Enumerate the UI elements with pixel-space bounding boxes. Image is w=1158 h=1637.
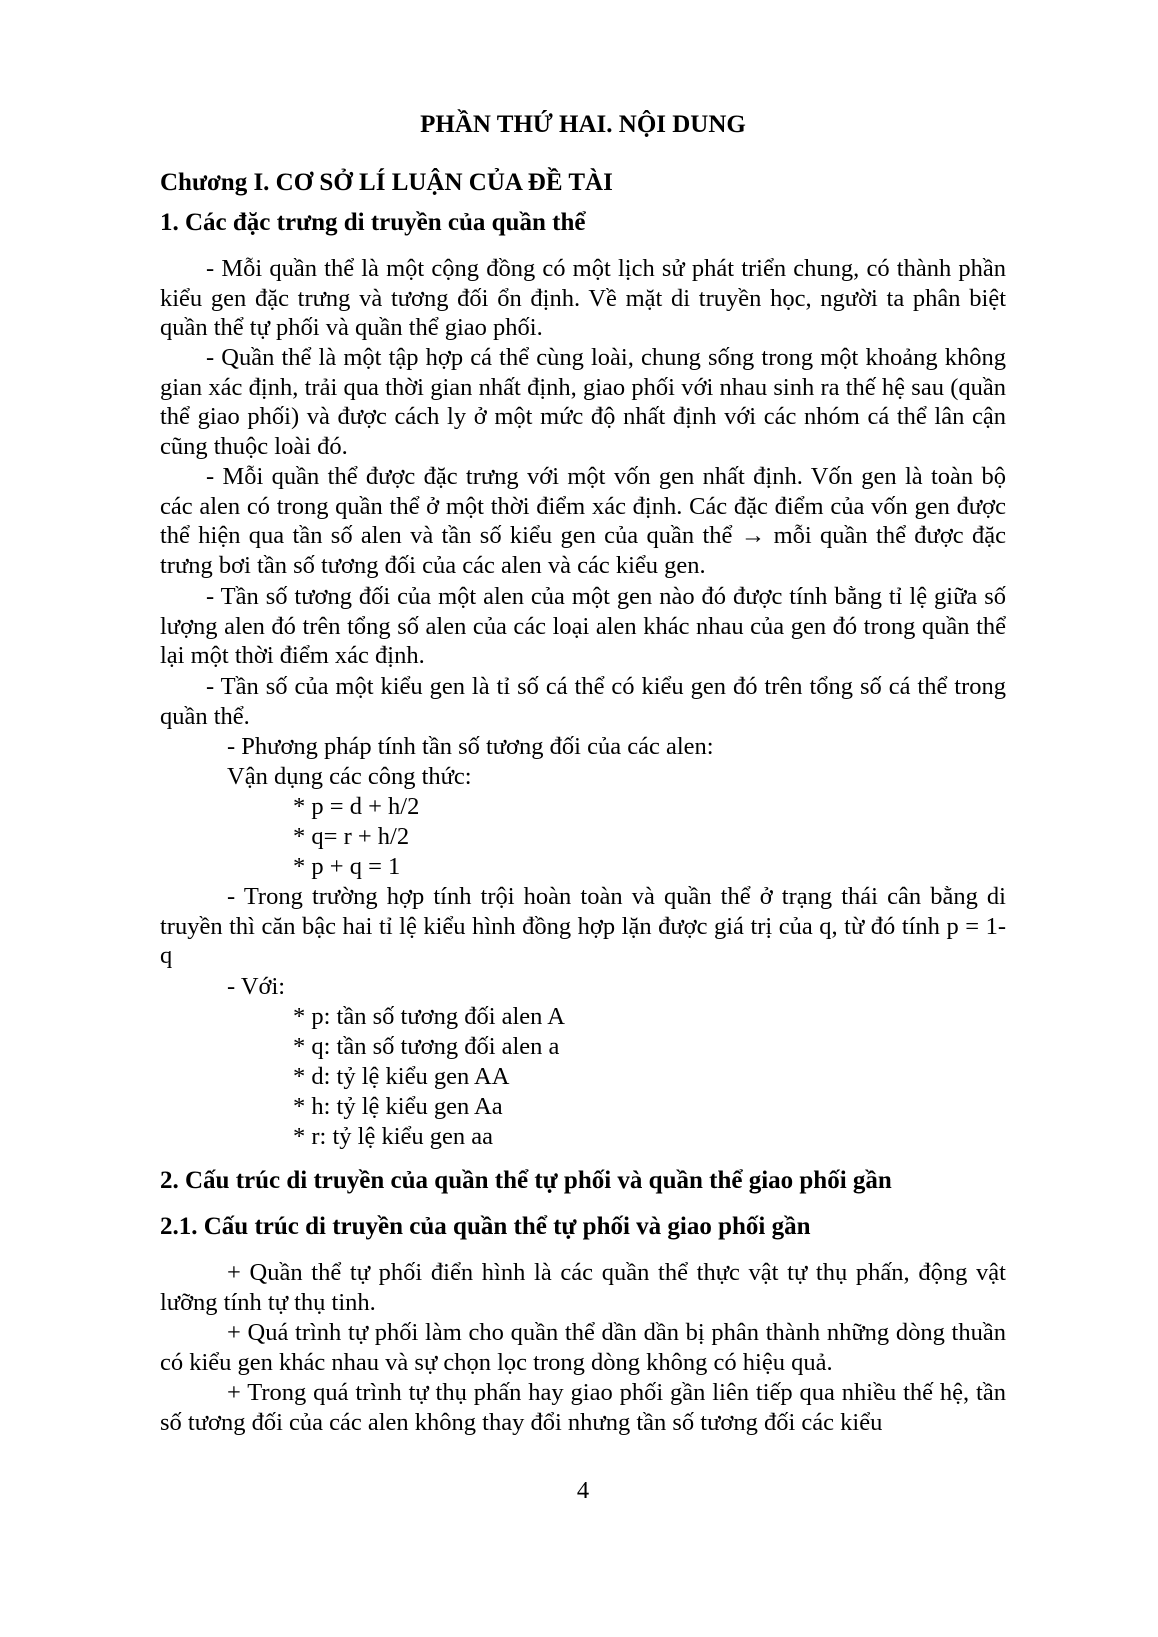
dominance-paragraph: - Trong trường hợp tính trội hoàn toàn và quần thể ở trạng thái cân bằng di truyền thì căn bậc hai tỉ lệ kiểu hình đồng hợp lặn được giá trị của q, từ đó tính p = 1-q xyxy=(160,883,1006,970)
formula: * q= r + h/2 xyxy=(293,823,410,850)
section-1-title: 1. Các đặc trưng di truyền của quần thể xyxy=(160,209,586,236)
paragraph: + Quần thể tự phối điển hình là các quần thể thực vật tự thụ phấn, động vật lưỡng tính tự thụ tinh. xyxy=(160,1259,1006,1316)
paragraph: + Quá trình tự phối làm cho quần thể dần dần bị phân thành những dòng thuần có kiểu gen khác nhau và sự chọn lọc trong dòng không có hiệu quả. xyxy=(160,1319,1006,1376)
definition: * p: tần số tương đối alen A xyxy=(293,1003,565,1030)
paragraph: - Mỗi quần thể là một cộng đồng có một lịch sử phát triển chung, có thành phần kiểu gen đặc trưng và tương đối ổn định. Về mặt di truyền học, người ta phân biệt quần thể tự phối và quần thể giao phối. xyxy=(160,255,1006,342)
formula: * p + q = 1 xyxy=(293,853,401,880)
part-title: PHẦN THỨ HAI. NỘI DUNG xyxy=(420,111,746,138)
paragraph: - Quần thể là một tập hợp cá thể cùng loài, chung sống trong một khoảng không gian xác định, trải qua thời gian nhất định, giao phối với nhau sinh ra thế hệ sau (quần thể giao phối) và được cách ly ở một mức độ nhất định với các nhóm cá thể lân cận cũng thuộc loài đó. xyxy=(160,344,1006,460)
apply-label: Vận dụng các công thức: xyxy=(227,763,472,790)
page-number: 4 xyxy=(576,1477,590,1504)
definition: * r: tỷ lệ kiểu gen aa xyxy=(293,1123,494,1150)
paragraph: + Trong quá trình tự thụ phấn hay giao phối gần liên tiếp qua nhiều thế hệ, tần số tương đối của các alen không thay đổi nhưng tần số tương đối các kiểu xyxy=(160,1379,1006,1436)
definition: * d: tỷ lệ kiểu gen AA xyxy=(293,1063,510,1090)
section-2-title: 2. Cấu trúc di truyền của quần thể tự phối và quần thể giao phối gần xyxy=(160,1167,892,1194)
definition: * h: tỷ lệ kiểu gen Aa xyxy=(293,1093,503,1120)
paragraph: - Mỗi quần thể được đặc trưng với một vốn gen nhất định. Vốn gen là toàn bộ các alen có trong quần thể ở một thời điểm xác định. Các đặc điểm của vốn gen được thể hiện qua tần số alen và tần số kiểu gen của quần thể → mỗi quần thể được đặc trưng bơi tần số tương đối của các alen và các kiểu gen. xyxy=(160,463,1006,579)
subsection-2-1-title: 2.1. Cấu trúc di truyền của quần thể tự phối và giao phối gần xyxy=(160,1213,811,1240)
method-label: - Phương pháp tính tần số tương đối của các alen: xyxy=(227,733,714,760)
definition: * q: tần số tương đối alen a xyxy=(293,1033,560,1060)
paragraph: - Tần số của một kiểu gen là tỉ số cá thể có kiểu gen đó trên tổng số cá thể trong quần thể. xyxy=(160,673,1006,730)
formula: * p = d + h/2 xyxy=(293,793,420,820)
with-label: - Với: xyxy=(227,973,286,1000)
paragraph: - Tần số tương đối của một alen của một gen nào đó được tính bằng tỉ lệ giữa số lượng alen đó trên tổng số alen của các loại alen khác nhau của gen đó trong quần thể lại một thời điểm xác định. xyxy=(160,583,1006,670)
chapter-title: Chương I. CƠ SỞ LÍ LUẬN CỦA ĐỀ TÀI xyxy=(160,169,613,196)
